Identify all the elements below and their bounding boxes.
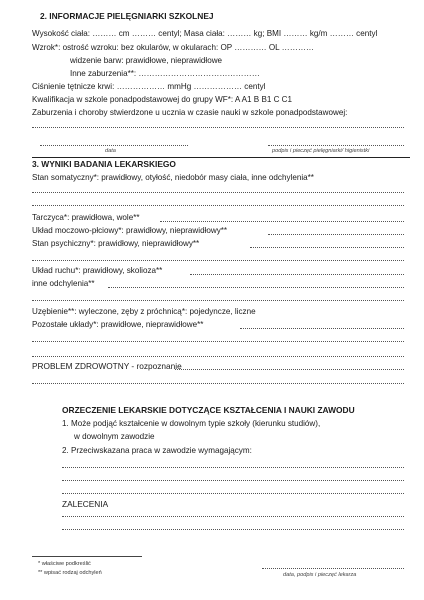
nurse-signature-label: podpis i pieczęć pielęgniarki/ higienistki (272, 148, 370, 154)
footnote-1: * właściwe podkreślić (38, 561, 91, 567)
certificate-item-1-line-1: 1. Może podjąć kształcenie w dowolnym typie szkoły (kierunku studiów), (62, 419, 321, 428)
section-divider (32, 157, 410, 158)
height-weight-line: Wysokość ciała: ……… cm ……… centyl; Masa ciała: ……… kg; BMI ……… kg/m ……… centyl (32, 29, 378, 38)
dotted-line (250, 247, 404, 248)
doctor-signature-dotted-line (262, 568, 404, 569)
other-systems-line: Pozostałe układy*: prawidłowe, nieprawidłowe** (32, 320, 204, 329)
somatic-state-line: Stan somatyczny*: prawidłowy, otyłość, niedobór masy ciała, inne odchylenia** (32, 173, 314, 182)
other-deviations-line: inne odchylenia** (32, 279, 95, 288)
vision-line: Wzrok*: ostrość wzroku: bez okularów, w okularach: OP ………… OL ………… (32, 43, 315, 52)
disorders-line: Zaburzenia i choroby stwierdzone u ucznia w czasie nauki w szkole ponadpodstawowej: (32, 108, 348, 117)
color-vision-line: widzenie barw: prawidłowe, nieprawidłowe (70, 56, 223, 65)
dotted-line (62, 493, 404, 494)
dotted-line (32, 341, 404, 342)
nurse-signature-dotted-line (268, 145, 404, 146)
dotted-line (62, 467, 404, 468)
recommendations-label: ZALECENIA (62, 499, 109, 509)
footnote-separator (32, 556, 142, 557)
certificate-item-1-line-2: w dowolnym zawodzie (74, 432, 155, 441)
dotted-line (32, 205, 404, 206)
certificate-title: ORZECZENIE LEKARSKIE DOTYCZĄCE KSZTAŁCENIA I NAUKI ZAWODU (62, 405, 355, 415)
footnote-2: ** wpisać rodzaj odchyleń (38, 570, 102, 576)
dotted-line (175, 369, 404, 370)
dotted-line (32, 260, 404, 261)
health-problem-line: PROBLEM ZDROWOTNY - rozpoznanie (32, 361, 182, 371)
dotted-line (62, 529, 404, 530)
dotted-line (32, 383, 404, 384)
medical-section-title: 3. WYNIKI BADANIA LEKARSKIEGO (32, 159, 176, 169)
dotted-line (62, 480, 404, 481)
mental-state-line: Stan psychiczny*: prawidłowy, nieprawidłowy** (32, 239, 200, 248)
pe-qualification-line: Kwalifikacja w szkole ponadpodstawowej do grupy WF*: A A1 B B1 C C1 (32, 95, 293, 104)
thyroid-line: Tarczyca*: prawidłowa, wole** (32, 213, 140, 222)
dotted-line (32, 127, 404, 128)
dotted-line (62, 516, 404, 517)
other-disorders-line: Inne zaburzenia**: ……………………………………… (70, 69, 260, 78)
dotted-line (32, 300, 404, 301)
nurse-section-title: 2. INFORMACJE PIELĘGNIARKI SZKOLNEJ (40, 11, 214, 21)
dotted-line (32, 192, 404, 193)
dotted-line (32, 356, 404, 357)
date-dotted-line (40, 145, 188, 146)
teeth-line: Uzębienie**: wyleczone, zęby z próchnicą*: pojedyncze, liczne (32, 307, 256, 316)
dotted-line (190, 274, 404, 275)
urogenital-line: Układ moczowo-płciowy*: prawidłowy, nieprawidłowy** (32, 226, 228, 235)
dotted-line (240, 328, 404, 329)
date-label: data (105, 148, 116, 154)
dotted-line (108, 287, 404, 288)
dotted-line (268, 234, 404, 235)
blood-pressure-line: Ciśnienie tętnicze krwi: ……………… mmHg ……………… centyl (32, 82, 266, 91)
dotted-line (160, 221, 404, 222)
certificate-item-2: 2. Przeciwskazana praca w zawodzie wymagającym: (62, 446, 252, 455)
doctor-signature-label: data, podpis i pieczęć lekarza (283, 572, 357, 578)
motor-system-line: Układ ruchu*: prawidłowy, skolioza** (32, 266, 163, 275)
